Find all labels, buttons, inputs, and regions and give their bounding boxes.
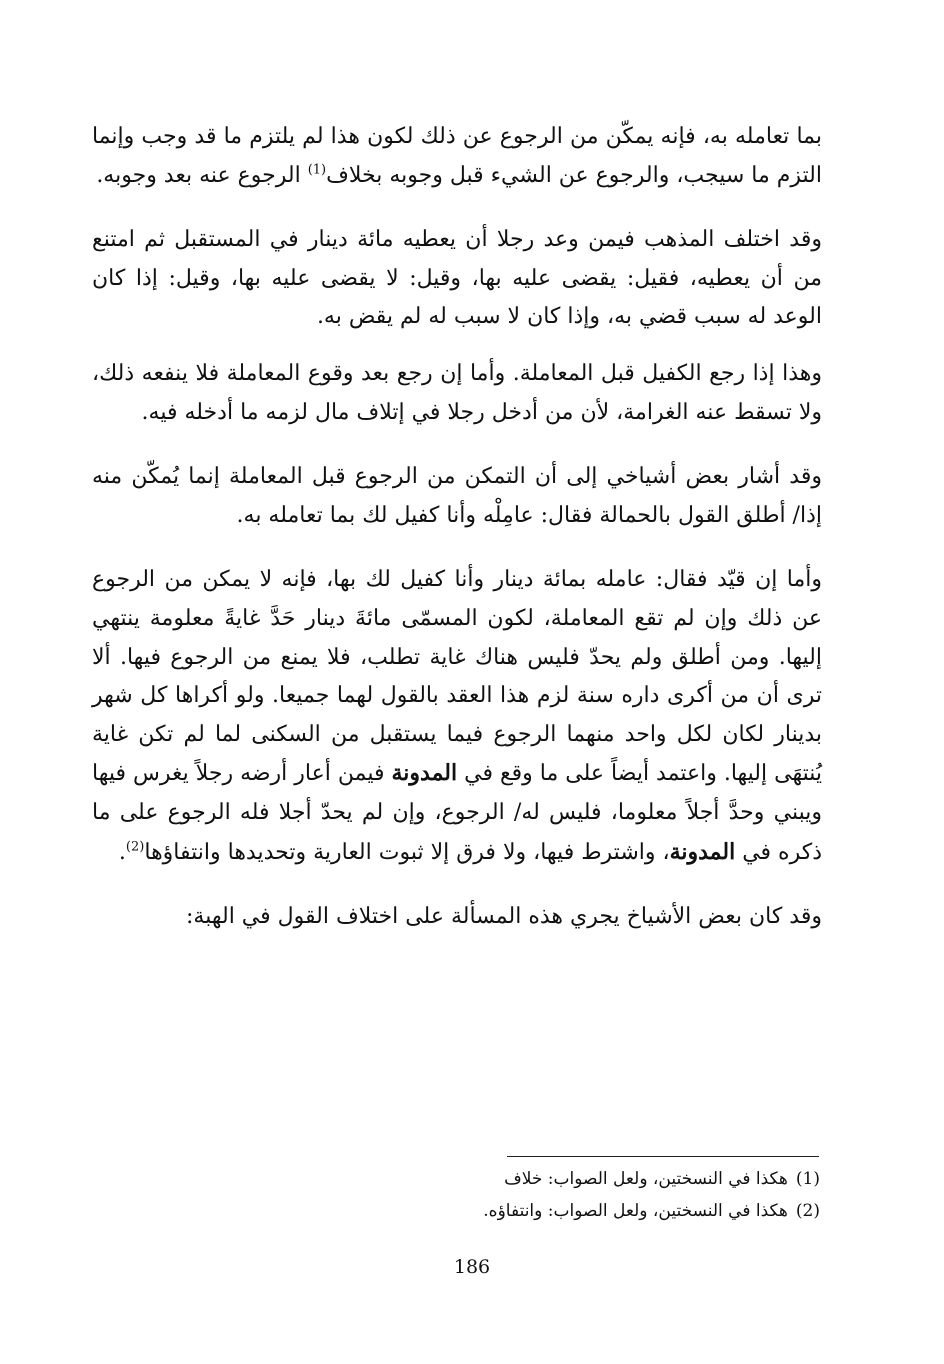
footnote-1-text: هكذا في النسختين، ولعل الصواب: خلاف xyxy=(504,1169,788,1189)
paragraph-5 xyxy=(92,561,822,872)
page-body xyxy=(92,118,822,937)
paragraph-1-text-b: الرجوع عنه بعد وجوبه. xyxy=(96,162,308,188)
footnote-2 xyxy=(300,1195,820,1227)
footnote-marker-2[interactable]: (2) xyxy=(125,839,145,855)
paragraph-5-text-b: فيمن أعار أرضه رجلاً يغرس فيها ويبني وحدَّ أجلاً معلوما، فليس له/ الرجوع، وإن لم يحدّ أجلا فله الرجوع على ما ذكره في xyxy=(92,761,822,865)
page-number: 186 xyxy=(453,1256,491,1278)
paragraph-4: وقد أشار بعض أشياخي إلى أن التمكن من الرجوع قبل المعاملة إنما يُمكّن منه إذا/ أطلق القول بالحمالة فقال: عامِلْه وأنا كفيل لك بما تعامله به. xyxy=(92,464,822,528)
paragraph-2: وقد اختلف المذهب فيمن وعد رجلا أن يعطيه مائة دينار في المستقبل ثم امتنع من أن يعطيه، فقيل: يقضى عليه بها، وقيل: لا يقضى عليه بها، وقيل: إذا كان الوعد له سبب قضي به، وإذا كان لا سبب له لم يقض به. xyxy=(92,227,822,330)
footnote-divider xyxy=(507,1156,819,1157)
paragraph-5-text-end: . xyxy=(118,839,126,865)
footnote-marker-1[interactable]: (1) xyxy=(307,162,327,178)
paragraph-5-text-a: وأما إن قيّد فقال: عامله بمائة دينار وأنا كفيل لك بها، فإنه لا يمكن من الرجوع عن ذلك وإن لم تقع المعاملة، لكون المسمّى مائةَ دينار حَدَّ غايةً معلومة ينتهي إليها. ومن أطلق ولم يحدّ فليس هناك غاية تطلب، فلا يمنع من الرجوع فيها. ألا ترى أن من أكرى داره سنة لزم هذا العقد بالقول لهما جميعا. ولو أكراها كل شهر بدينار لكان لكل واحد منهما الرجوع فيما يستقبل من السكنى لما لم تكن غاية يُنتهَى إليها. واعتمد أيضاً على ما وقع في xyxy=(92,567,822,787)
bold-term-mudawwana-1: المدونة xyxy=(391,760,458,787)
paragraph-6: وقد كان بعض الأشياخ يجري هذه المسألة على اختلاف القول في الهبة: xyxy=(186,904,822,930)
paragraph-3: وهذا إذا رجع الكفيل قبل المعاملة. وأما إن رجع بعد وقوع المعاملة فلا ينفعه ذلك، ولا تسقط عنه الغرامة، لأن من أدخل رجلا في إتلاف مال لزمه ما أدخله فيه. xyxy=(92,360,822,425)
footnote-1-number: (1) xyxy=(795,1169,820,1189)
footnote-2-number: (2) xyxy=(795,1201,820,1221)
paragraph-5-text-c: ، واشترط فيها، ولا فرق إلا ثبوت العارية وتحديدها وانتفاؤها xyxy=(144,839,670,865)
footnote-2-text: هكذا في النسختين، ولعل الصواب: وانتفاؤه. xyxy=(483,1201,788,1221)
footnote-1 xyxy=(300,1163,820,1195)
paragraph-1-text-a: بما تعامله به، فإنه يمكّن من الرجوع عن ذلك لكون هذا لم يلتزم ما قد وجب وإنما التزم ما سيجب، والرجوع عن الشيء قبل وجوبه بخلاف xyxy=(92,124,822,188)
paragraph-1 xyxy=(92,118,822,195)
bold-term-mudawwana-2: المدونة xyxy=(669,838,736,865)
footnotes-section xyxy=(300,1163,820,1227)
